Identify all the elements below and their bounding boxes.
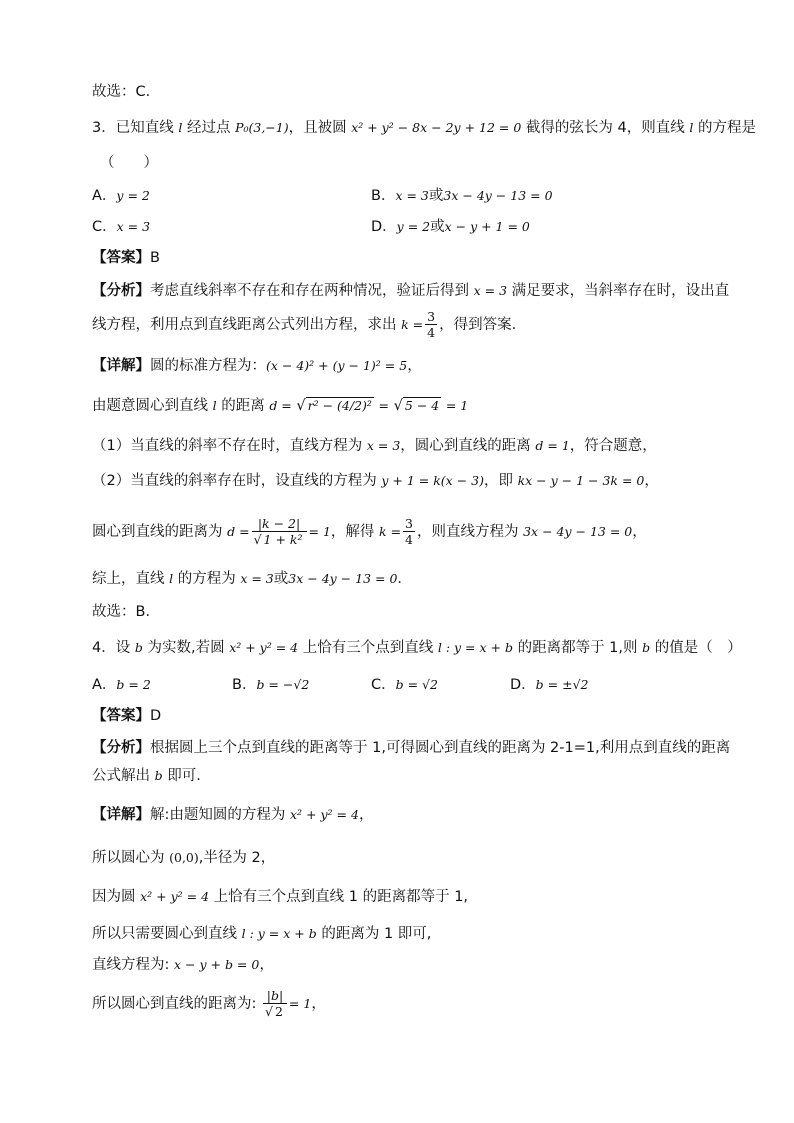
q3-conclusion: 故选：B．	[92, 604, 160, 620]
q4-detail-line1: 【详解】解:由题知圆的方程为 x² + y² = 4，	[92, 807, 374, 823]
q3-detail-line4: （2）当直线的斜率存在时，设直线的方程为 y + 1 = k(x − 3)，即 kx − y − 1 − 3k = 0，	[92, 473, 659, 489]
q3-detail-line6: 综上，直线 l 的方程为 x = 3或3x − 4y − 13 = 0．	[92, 571, 412, 587]
q3-stem: 3．已知直线 l 经过点 P₀(3,−1)，且被圆 x² + y² − 8x − 2y + 12 = 0 截得的弦长为 4，则直线 l 的方程是	[92, 120, 756, 136]
distance-fraction-b: $\frac{|b|}{√ 2}$	[263, 988, 287, 1020]
q3-option-d: D．y = 2或x − y + 1 = 0	[371, 219, 530, 235]
q4-detail-line2: 所以圆心为 (0,0),半径为 2，	[92, 850, 276, 866]
q3-option-b: B．x = 3或3x − 4y − 13 = 0	[371, 188, 553, 204]
q4-detail-line4: 所以只需要圆心到直线 l : y = x + b 的距离为 1 即可,	[92, 926, 432, 942]
distance-fraction: $\frac{|k - 2|}{\text{√ 1 + k²}}$	[252, 516, 307, 548]
fraction-3-4-k: $\frac{3}{4}$	[405, 516, 413, 547]
q3-answer: 【答案】B	[92, 250, 160, 266]
q4-option-a: A．b = 2	[92, 677, 151, 693]
q3-point: P₀(3,−1)	[235, 120, 289, 135]
q3-detail-line1: 【详解】圆的标准方程为：(x − 4)² + (y − 1)² = 5，	[92, 358, 422, 374]
q4-detail-line6: 所以圆心到直线的距离为: $\frac{|b|}{√ 2}$ = 1，	[92, 988, 326, 1019]
q3-detail-line5: 圆心到直线的距离为 d = $\frac{|k - 2|}{\text{√ 1 + k²}}$ = 1，解得 k = $\frac{3}{4}$ ，则直线方程为 3x − 4y − 13 = 0，	[92, 516, 647, 547]
q3-option-a: A．y = 2	[92, 188, 150, 204]
q4-analysis-line2: 公式解出 b 即可.	[92, 768, 201, 784]
q3-detail-line2: 由题意圆心到直线 l 的距离 d = √ r² − (4/2)² = √ 5 − 4 = 1	[92, 398, 469, 414]
q2-conclusion: 故选：C．	[92, 84, 161, 100]
q4-option-c: C．b = √2	[371, 677, 438, 693]
q4-option-b: B．b = −√2	[232, 677, 310, 693]
q3-circle-equation: x² + y² − 8x − 2y + 12 = 0	[351, 120, 522, 135]
q3-answer-paren: （ ）	[100, 155, 158, 171]
q4-answer: 【答案】D	[92, 708, 162, 724]
q3-analysis-line2: 线方程，利用点到直线距离公式列出方程，求出 k = $\frac{3}{4}$ ，得到答案.	[92, 309, 517, 340]
q4-option-d: D．b = ±√2	[510, 677, 589, 693]
q4-detail-line3: 因为圆 x² + y² = 4 上恰有三个点到直线 1 的距离都等于 1,	[92, 889, 469, 905]
q4-detail-line5: 直线方程为: x − y + b = 0，	[92, 957, 274, 973]
q3-option-c: C．x = 3	[92, 219, 151, 235]
q3-analysis-line1: 【分析】考虑直线斜率不存在和存在两种情况，验证后得到 x = 3 满足要求，当斜率存在时，设出直	[92, 283, 730, 299]
fraction-3-4: $\frac{3}{4}$	[427, 309, 436, 340]
q4-analysis-line1: 【分析】根据圆上三个点到直线的距离等于 1,可得圆心到直线的距离为 2-1=1,利用点到直线的距离	[92, 740, 731, 756]
q4-stem: 4．设 b 为实数,若圆 x² + y² = 4 上恰有三个点到直线 l : y = x + b 的距离都等于 1,则 b 的值是（ ）	[92, 640, 742, 656]
q3-detail-line3: （1）当直线的斜率不存在时，直线方程为 x = 3，圆心到直线的距离 d = 1，符合题意，	[92, 438, 657, 454]
